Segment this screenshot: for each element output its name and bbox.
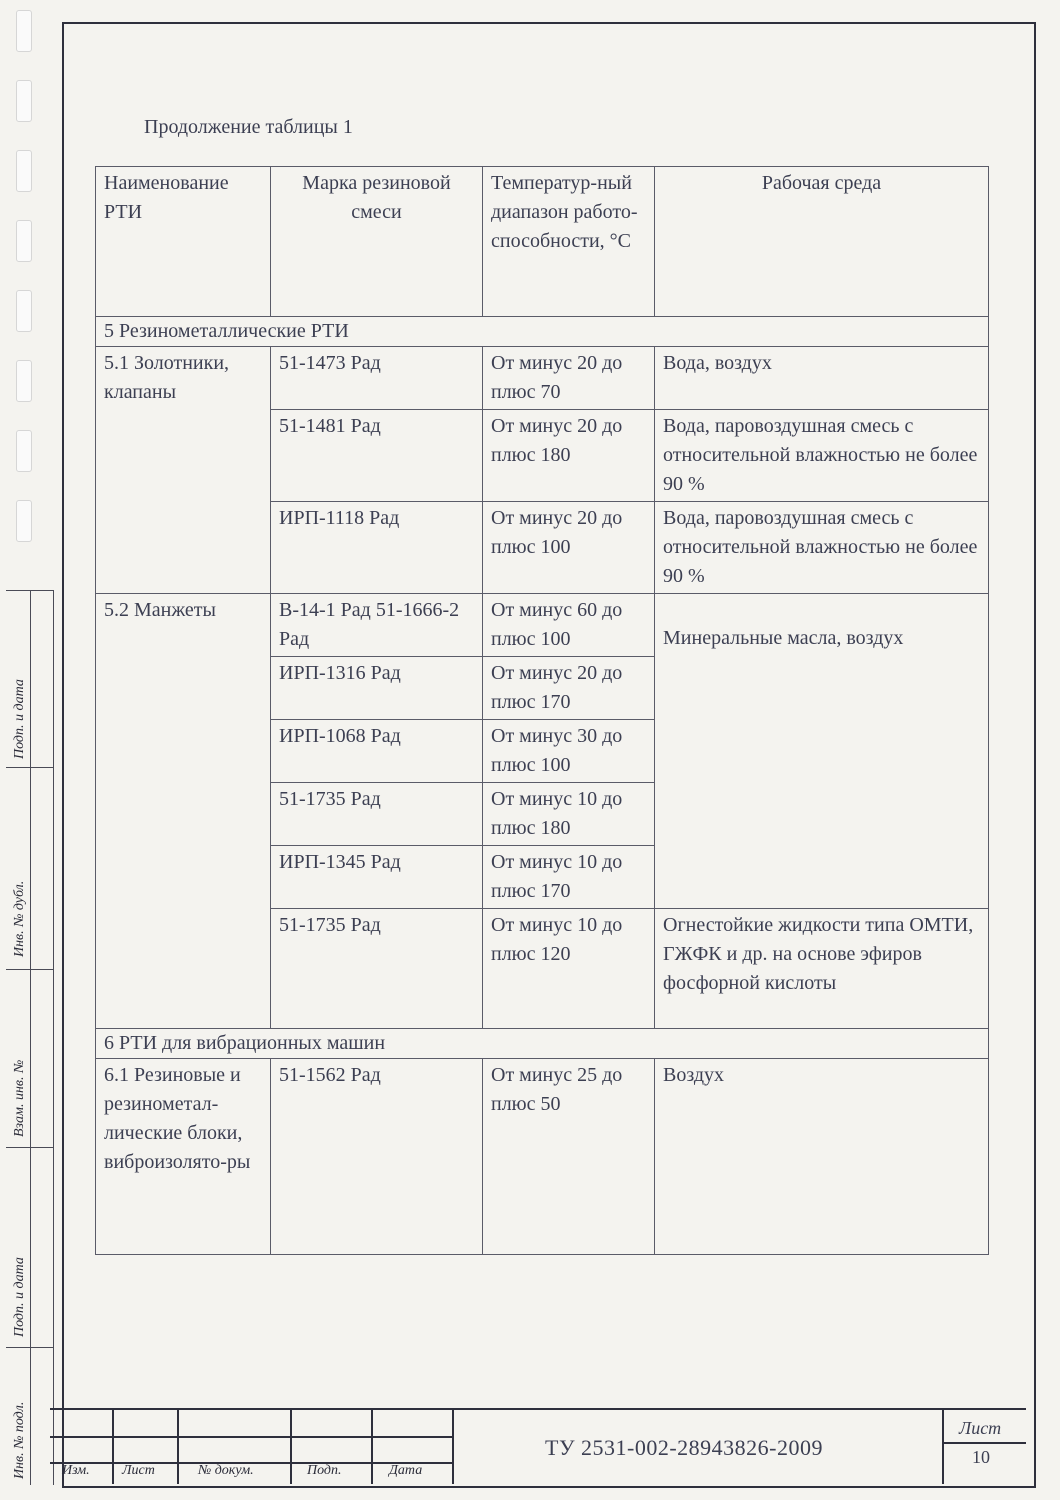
strip-row-line bbox=[6, 969, 54, 970]
side-label-podp-data-2: Подп. и дата bbox=[12, 679, 27, 759]
mark-cell: 51-1735 Рад bbox=[271, 783, 483, 846]
mark-cell: 51-1562 Рад bbox=[271, 1059, 483, 1255]
stamp-divider bbox=[112, 1410, 114, 1484]
medium-cell: Вода, паровоздушная смесь с относительной влажностью не более 90 % bbox=[655, 502, 989, 594]
strip-divider bbox=[30, 591, 31, 1485]
stamp-divider bbox=[177, 1410, 179, 1484]
medium-cell: Огнестойкие жидкости типа ОМТИ, ГЖФК и др. на основе эфиров фосфорной кислоты bbox=[655, 909, 989, 1029]
binder-hole bbox=[16, 10, 32, 52]
temp-cell: От минус 10 до плюс 170 bbox=[483, 846, 655, 909]
spec-table bbox=[95, 166, 989, 1255]
side-label-inv-podl: Инв. № подл. bbox=[12, 1401, 27, 1479]
temp-cell: От минус 10 до плюс 120 bbox=[483, 909, 655, 1029]
medium-cell: Вода, паровоздушная смесь с относительной влажностью не более 90 % bbox=[655, 410, 989, 502]
table-caption: Продолжение таблицы 1 bbox=[144, 116, 353, 138]
group-name: 5.1 Золотники, клапаны bbox=[96, 347, 271, 594]
binder-hole bbox=[16, 360, 32, 402]
strip-row-line bbox=[6, 1147, 54, 1148]
stamp-label-izm: Изм. bbox=[62, 1463, 90, 1478]
stamp-divider bbox=[452, 1410, 454, 1484]
stamp-row-line bbox=[50, 1436, 452, 1438]
stamp-label-dokum: № докум. bbox=[198, 1463, 254, 1478]
side-label-vzam-inv: Взам. инв. № bbox=[12, 1059, 27, 1137]
side-stamp-strip bbox=[6, 590, 54, 1485]
mark-cell: В-14-1 Рад 51-1666-2 Рад bbox=[271, 594, 483, 657]
stamp-label-list: Лист bbox=[122, 1463, 155, 1478]
title-block bbox=[50, 1408, 1026, 1484]
binder-hole bbox=[16, 150, 32, 192]
sheet-number: 10 bbox=[972, 1447, 990, 1467]
mark-cell: ИРП-1316 Рад bbox=[271, 657, 483, 720]
medium-cell: Воздух bbox=[655, 1059, 989, 1255]
header-row bbox=[96, 167, 989, 317]
stamp-divider bbox=[942, 1410, 944, 1484]
binder-hole bbox=[16, 430, 32, 472]
table-row bbox=[96, 347, 989, 410]
section-row bbox=[96, 317, 989, 347]
temp-cell: От минус 20 до плюс 100 bbox=[483, 502, 655, 594]
mark-cell: ИРП-1068 Рад bbox=[271, 720, 483, 783]
mark-cell: 51-1735 Рад bbox=[271, 909, 483, 1029]
temp-cell: От минус 20 до плюс 70 bbox=[483, 347, 655, 410]
temp-cell: От минус 25 до плюс 50 bbox=[483, 1059, 655, 1255]
table-row bbox=[96, 1059, 989, 1255]
side-label-inv-dubl: Инв. № дубл. bbox=[12, 880, 27, 957]
temp-cell: От минус 60 до плюс 100 bbox=[483, 594, 655, 657]
binder-hole bbox=[16, 220, 32, 262]
mark-cell: ИРП-1118 Рад bbox=[271, 502, 483, 594]
medium-cell-shared: Минеральные масла, воздух bbox=[655, 594, 989, 909]
binder-hole bbox=[16, 80, 32, 122]
temp-cell: От минус 20 до плюс 170 bbox=[483, 657, 655, 720]
header-name: Наименование РТИ bbox=[96, 167, 271, 317]
stamp-divider bbox=[290, 1410, 292, 1484]
binder-hole bbox=[16, 500, 32, 542]
temp-cell: От минус 30 до плюс 100 bbox=[483, 720, 655, 783]
group-name: 6.1 Резиновые и резинометал-лические блоки, виброизолято-ры bbox=[96, 1059, 271, 1255]
header-medium: Рабочая среда bbox=[655, 167, 989, 317]
medium-cell: Вода, воздух bbox=[655, 347, 989, 410]
mark-cell: ИРП-1345 Рад bbox=[271, 846, 483, 909]
stamp-row-line bbox=[942, 1442, 1026, 1444]
mark-cell: 51-1473 Рад bbox=[271, 347, 483, 410]
strip-row-line bbox=[6, 1347, 54, 1348]
document-code: ТУ 2531-002-28943826-2009 bbox=[545, 1435, 823, 1460]
table-row bbox=[96, 594, 989, 657]
side-label-podp-data-1: Подп. и дата bbox=[12, 1257, 27, 1337]
sheet-label: Лист bbox=[959, 1418, 1002, 1438]
header-temp: Температур-ный диапазон работо-способности, °С bbox=[483, 167, 655, 317]
section-row bbox=[96, 1029, 989, 1059]
stamp-label-podp: Подп. bbox=[307, 1463, 342, 1478]
section-title: 5 Резинометаллические РТИ bbox=[96, 317, 989, 347]
group-name: 5.2 Манжеты bbox=[96, 594, 271, 1029]
temp-cell: От минус 10 до плюс 180 bbox=[483, 783, 655, 846]
stamp-divider bbox=[371, 1410, 373, 1484]
binder-hole bbox=[16, 290, 32, 332]
header-mark: Марка резиновой смеси bbox=[271, 167, 483, 317]
stamp-label-data: Дата bbox=[389, 1463, 423, 1478]
temp-cell: От минус 20 до плюс 180 bbox=[483, 410, 655, 502]
strip-row-line bbox=[6, 767, 54, 768]
mark-cell: 51-1481 Рад bbox=[271, 410, 483, 502]
section-title: 6 РТИ для вибрационных машин bbox=[96, 1029, 989, 1059]
